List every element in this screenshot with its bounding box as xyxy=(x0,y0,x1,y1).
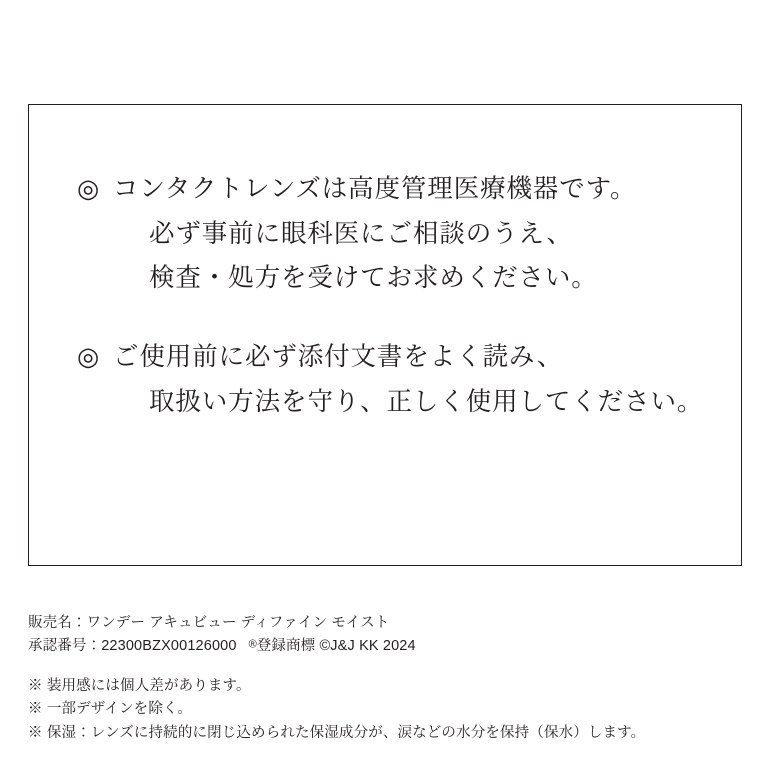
notice-line-text: 必ず事前に眼科医にご相談のうえ、 xyxy=(149,219,573,248)
double-circle-icon: ◎ xyxy=(77,175,101,203)
notice-box xyxy=(28,104,742,566)
footer xyxy=(28,612,742,745)
notice-block-1 xyxy=(77,167,711,301)
footer-note: ※ 保湿：レンズに持続的に閉じ込められた保湿成分が、涙などの水分を保持（保水）します。 xyxy=(28,724,646,741)
notice-line xyxy=(113,256,711,301)
registered-trademark-icon: ® xyxy=(248,638,257,651)
approval-number xyxy=(28,635,742,658)
notice-line xyxy=(113,380,711,425)
notice-block-2 xyxy=(77,335,711,424)
footer-note: ※ 装用感には個人差があります。 xyxy=(28,677,251,694)
footer-notes xyxy=(28,675,742,745)
double-circle-icon: ◎ xyxy=(77,342,101,371)
trademark-text: 登録商標 ©J&J KK 2024 xyxy=(256,638,416,655)
notice-line-text: ご使用前に必ず添付文書をよく読み、 xyxy=(113,342,564,371)
footer-note: ※ 一部デザインを除く。 xyxy=(28,701,192,718)
product-name: 販売名：ワンデー アキュビュー ディファイン モイスト xyxy=(28,615,390,631)
notice-line xyxy=(77,167,711,212)
notice-line xyxy=(77,335,711,380)
notice-content xyxy=(77,167,711,424)
notice-line-text: コンタクトレンズは高度管理医療機器です。 xyxy=(113,175,637,203)
notice-line xyxy=(113,212,711,257)
notice-line-text: 取扱い方法を守り、正しく使用してください。 xyxy=(149,387,704,416)
notice-line-text: 検査・処方を受けてお求めください。 xyxy=(149,264,598,293)
footer-product-info xyxy=(28,612,742,659)
approval-number-text: 承認番号：22300BZX00126000 xyxy=(28,638,237,655)
